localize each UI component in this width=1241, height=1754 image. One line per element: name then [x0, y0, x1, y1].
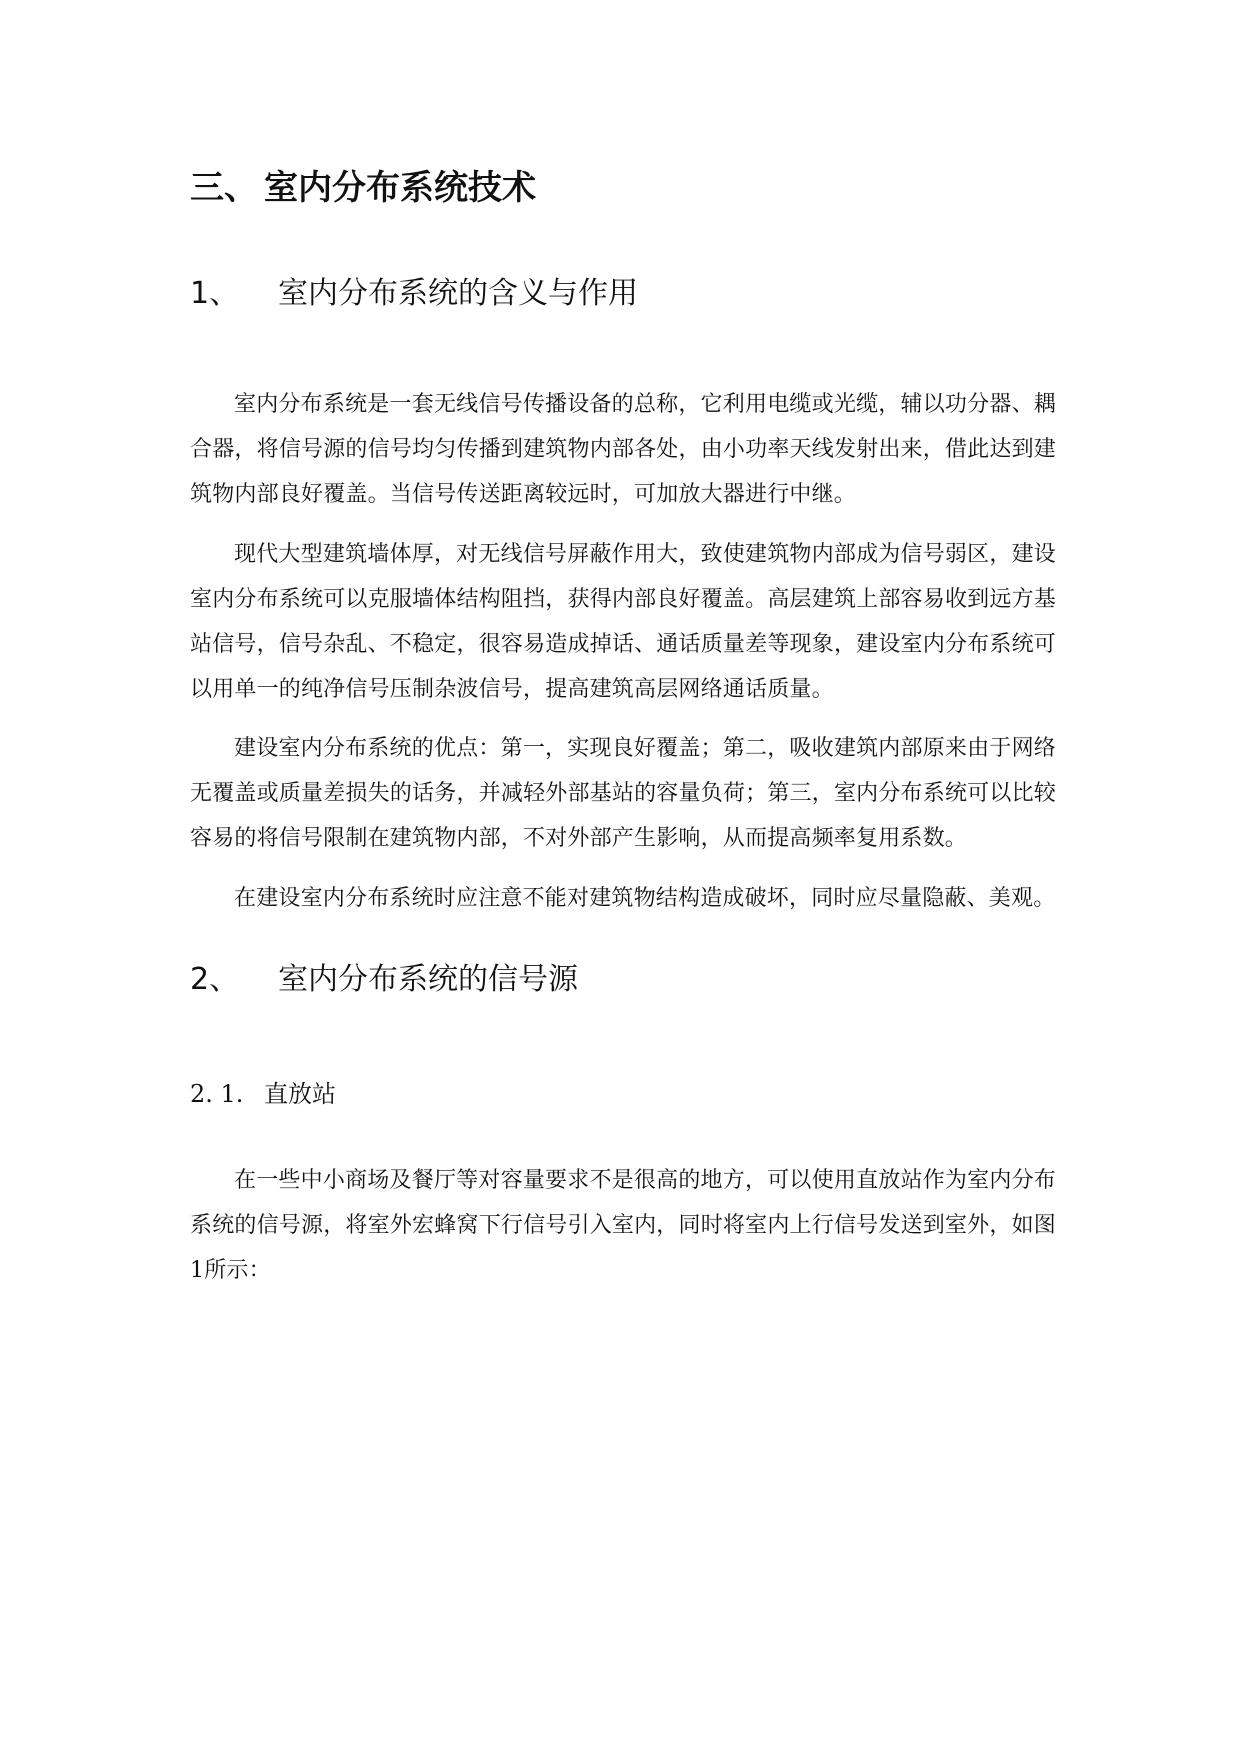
section-2-number: 2、 [190, 962, 240, 997]
chapter-number: 三、 [190, 168, 258, 208]
section-1-paragraph-3: 建设室内分布系统的优点：第一，实现良好覆盖；第二，吸收建筑内部原来由于网络无覆盖或质量差损失的话务，并减轻外部基站的容量负荷；第三，室内分布系统可以比较容易的将信号限制在建筑物内部，不对外部产生影响，从而提高频率复用系数。 [190, 736, 1056, 851]
chapter-heading [190, 166, 536, 210]
section-2-title: 室内分布系统的信号源 [278, 962, 578, 997]
subsection-2-1-heading [190, 1078, 336, 1110]
section-1-number: 1、 [190, 276, 240, 311]
subsection-2-1-title: 直放站 [264, 1080, 336, 1108]
subsection-2-1-paragraph: 在一些中小商场及餐厅等对容量要求不是很高的地方，可以使用直放站作为室内分布系统的信号源，将室外宏蜂窝下行信号引入室内，同时将室内上行信号发送到室外，如图1所示： [190, 1168, 1056, 1283]
subsection-2-1-number: 2. 1. [190, 1080, 244, 1108]
section-1-paragraph-4: 在建设室内分布系统时应注意不能对建筑物结构造成破坏，同时应尽量隐蔽、美观。 [234, 886, 1056, 911]
section-2-heading [190, 960, 578, 1000]
section-1-paragraph-1: 室内分布系统是一套无线信号传播设备的总称，它利用电缆或光缆，辅以功分器、耦合器，将信号源的信号均匀传播到建筑物内部各处，由小功率天线发射出来，借此达到建筑物内部良好覆盖。当信号传送距离较远时，可加放大器进行中继。 [190, 392, 1056, 507]
section-1-title: 室内分布系统的含义与作用 [278, 276, 638, 311]
chapter-title: 室内分布系统技术 [264, 168, 536, 208]
section-1-paragraph-2: 现代大型建筑墙体厚，对无线信号屏蔽作用大，致使建筑物内部成为信号弱区，建设室内分布系统可以克服墙体结构阻挡，获得内部良好覆盖。高层建筑上部容易收到远方基站信号，信号杂乱、不稳定，很容易造成掉话、通话质量差等现象，建设室内分布系统可以用单一的纯净信号压制杂波信号，提高建筑高层网络通话质量。 [190, 542, 1056, 702]
section-1-heading [190, 274, 638, 314]
